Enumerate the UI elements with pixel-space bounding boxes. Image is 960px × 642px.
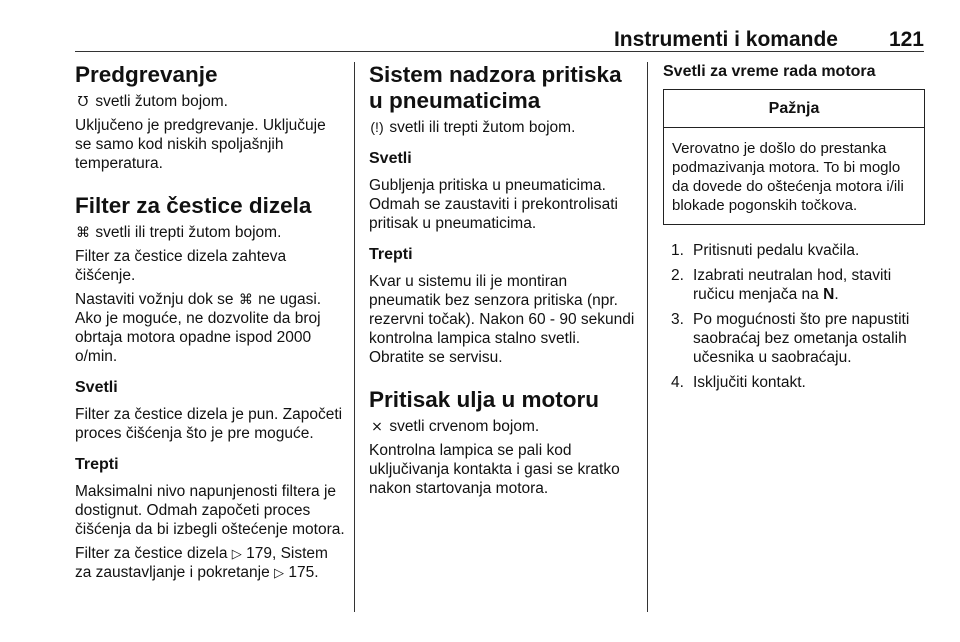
svetli-text: Filter za čestice dizela je pun. Započeti proces čišćenja što je pre moguće.: [75, 406, 343, 442]
oil-can-icon: ⨯: [371, 418, 383, 434]
coil-icon: ℧: [77, 93, 89, 109]
step-text: Pritisnuti pedalu kvačila.: [693, 242, 860, 259]
steps-list: [663, 241, 925, 392]
dpf-status-text: svetli ili trepti žutom bojom.: [95, 224, 282, 241]
step-number: 2.: [671, 267, 684, 284]
caution-box: [663, 89, 925, 225]
ref-text-a: Filter za čestice dizela: [75, 545, 228, 562]
list-item: [663, 310, 925, 367]
step-text: Po mogućnosti što pre napustiti saobraćaj bez ometanja ostalih učesnika u saobraćaju.: [693, 311, 910, 366]
dpf-text-1: Filter za čestice dizela zahteva čišćenje.: [75, 248, 287, 284]
column-divider-2: [647, 62, 648, 612]
page-header-title: Instrumenti i komande: [613, 28, 838, 51]
step-number: 3.: [671, 311, 684, 328]
list-item: [663, 241, 925, 260]
dpf-text-2a: Nastaviti vožnju dok se: [75, 291, 234, 308]
caution-title: Pažnja: [664, 90, 924, 128]
reference-arrow-icon[interactable]: ▷: [231, 546, 242, 561]
list-item: [663, 266, 925, 304]
subheading-trepti: Trepti: [369, 246, 413, 263]
page-number: 121: [888, 28, 924, 51]
tire-pressure-icon: (!): [370, 119, 384, 135]
reference-arrow-icon[interactable]: ▷: [274, 565, 285, 580]
section-title-oil: Pritisak ulja u motoru: [369, 387, 600, 412]
step-number: 4.: [671, 374, 684, 391]
step-text-main: Izabrati neutralan hod, staviti ručicu menjača na: [693, 267, 892, 303]
trepti-text: Maksimalni nivo napunjenosti filtera je dostignut. Odmah započeti proces čišćenja da bi izbegli oštećenje motora.: [75, 483, 345, 538]
oil-description: Kontrolna lampica se pali kod uključivanja kontakta i gasi se kratko nakon startovanja motora.: [369, 442, 620, 497]
caution-text: Verovatno je došlo do prestanka podmazivanja motora. To bi moglo da dovede do oštećenja motora i/ili blokade pogonskih točkova.: [672, 140, 904, 214]
column-divider-1: [354, 62, 355, 612]
ref-link-175[interactable]: 175.: [288, 564, 319, 581]
tpms-status-text: svetli ili trepti žutom bojom.: [389, 119, 576, 136]
column-2: [369, 62, 637, 503]
column-1: [75, 62, 345, 587]
preheat-status: [75, 92, 345, 111]
gear-letter: N: [823, 286, 835, 303]
step-text: [693, 266, 925, 304]
oil-status: [369, 417, 637, 436]
section-title-tpms: Sistem nadzora pritiska u pneumaticima: [369, 62, 622, 113]
header-divider: [75, 51, 924, 52]
cross-reference: [75, 544, 345, 582]
step-number: 1.: [671, 242, 684, 259]
diesel-particulate-filter-icon: ⌘: [238, 291, 253, 307]
column-3: [663, 62, 925, 398]
subheading-trepti: Trepti: [75, 456, 119, 473]
section-title-running: Svetli za vreme rada motora: [663, 63, 876, 80]
subheading-svetli: Svetli: [369, 150, 412, 167]
preheat-status-text: svetli žutom bojom.: [95, 93, 228, 110]
dpf-text-2: [75, 290, 345, 366]
oil-status-text: svetli crvenom bojom.: [389, 418, 540, 435]
list-item: [663, 373, 925, 392]
tpms-trepti-text: Kvar u sistemu ili je montiran pneumatik bez senzora pritiska (npr. rezervni točak). Nakon 60 - 90 sekundi kontrolna lampica stalno svetli. Obratite se servisu.: [369, 273, 635, 366]
section-title-preheat: Predgrevanje: [75, 62, 218, 87]
tpms-status: [369, 118, 637, 137]
dpf-text-2b: ne ugasi. Ako je moguće, ne dozvolite da broj obrtaja motora opadne ispod 2000 o/min.: [75, 291, 322, 365]
section-title-dpf: Filter za čestice dizela: [75, 193, 312, 218]
subheading-svetli: Svetli: [75, 379, 118, 396]
step-text-end: .: [834, 286, 839, 303]
step-text: Isključiti kontakt.: [693, 374, 806, 391]
ref-link-179[interactable]: 179, Sistem za zaustavljanje i pokretanje: [75, 545, 328, 581]
diesel-particulate-filter-icon: ⌘: [76, 224, 90, 240]
dpf-status: [75, 223, 345, 242]
preheat-description: Uključeno je predgrevanje. Uključuje se samo kod niskih spoljašnjih temperatura.: [75, 117, 326, 172]
tpms-svetli-text: Gubljenja pritiska u pneumaticima. Odmah se zaustaviti i prekontrolisati pritisak u pneumaticima.: [369, 177, 618, 232]
